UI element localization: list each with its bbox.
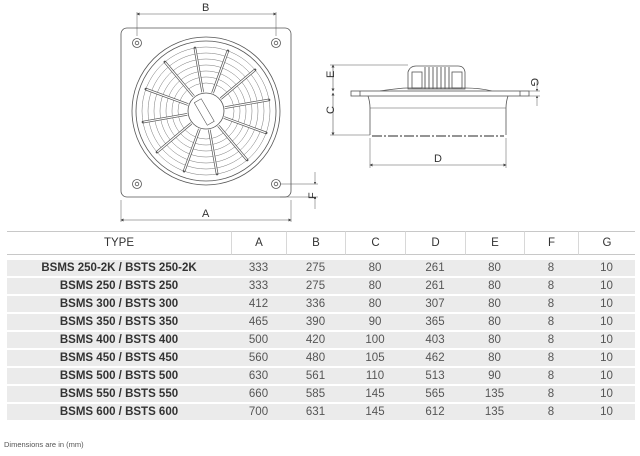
cell-type: BSMS 500 / BSTS 500 xyxy=(7,368,231,386)
units-footnote: Dimensions are in (mm) xyxy=(4,440,84,449)
cell-g: 10 xyxy=(578,368,635,386)
cell-d: 612 xyxy=(405,404,465,422)
cell-d: 403 xyxy=(405,332,465,350)
cell-c: 100 xyxy=(345,332,405,350)
cell-b: 480 xyxy=(286,350,345,368)
cell-f: 8 xyxy=(524,332,578,350)
cell-a: 560 xyxy=(231,350,286,368)
dimension-label-a: A xyxy=(202,208,210,220)
cell-f: 8 xyxy=(524,368,578,386)
cell-c: 110 xyxy=(345,368,405,386)
cell-f: 8 xyxy=(524,314,578,332)
cell-c: 80 xyxy=(345,260,405,278)
cell-type: BSMS 450 / BSTS 450 xyxy=(7,350,231,368)
cell-d: 565 xyxy=(405,386,465,404)
cell-a: 333 xyxy=(231,260,286,278)
table-row xyxy=(7,350,635,368)
cell-a: 333 xyxy=(231,278,286,296)
duct-body xyxy=(368,96,508,135)
dimension-label-c: C xyxy=(325,106,337,114)
dimension-label-d: D xyxy=(434,153,442,165)
cell-b: 631 xyxy=(286,404,345,422)
table-header-row xyxy=(7,231,635,255)
dimension-label-g: G xyxy=(528,78,540,87)
cell-e: 80 xyxy=(465,278,524,296)
table-row xyxy=(7,314,635,332)
cell-f: 8 xyxy=(524,260,578,278)
cell-g: 10 xyxy=(578,350,635,368)
cell-a: 700 xyxy=(231,404,286,422)
cell-b: 390 xyxy=(286,314,345,332)
cell-g: 10 xyxy=(578,332,635,350)
cell-d: 307 xyxy=(405,296,465,314)
column-header-e: E xyxy=(465,231,524,255)
cell-g: 10 xyxy=(578,278,635,296)
cell-e: 90 xyxy=(465,368,524,386)
cell-b: 585 xyxy=(286,386,345,404)
cell-type: BSMS 300 / BSTS 300 xyxy=(7,296,231,314)
column-header-d: D xyxy=(405,231,465,255)
cell-g: 10 xyxy=(578,260,635,278)
table-row xyxy=(7,296,635,314)
dimension-label-e: E xyxy=(325,70,337,78)
cell-b: 275 xyxy=(286,278,345,296)
cell-c: 145 xyxy=(345,404,405,422)
cell-f: 8 xyxy=(524,350,578,368)
cell-b: 336 xyxy=(286,296,345,314)
cell-e: 135 xyxy=(465,386,524,404)
cell-g: 10 xyxy=(578,314,635,332)
fan-hub xyxy=(188,93,224,129)
cell-e: 80 xyxy=(465,314,524,332)
dimension-label-b: B xyxy=(202,2,210,14)
cell-type: BSMS 250 / BSTS 250 xyxy=(7,278,231,296)
column-header-f: F xyxy=(524,231,578,255)
cell-f: 8 xyxy=(524,404,578,422)
table-row xyxy=(7,368,635,386)
cell-type: BSMS 250-2K / BSTS 250-2K xyxy=(7,260,231,278)
cell-e: 80 xyxy=(465,260,524,278)
cell-a: 660 xyxy=(231,386,286,404)
table-row xyxy=(7,260,635,278)
cell-d: 261 xyxy=(405,278,465,296)
cell-b: 275 xyxy=(286,260,345,278)
cell-c: 145 xyxy=(345,386,405,404)
column-header-a: A xyxy=(231,231,286,255)
cell-e: 80 xyxy=(465,332,524,350)
cell-c: 80 xyxy=(345,296,405,314)
front-view xyxy=(121,12,318,222)
column-header-c: C xyxy=(345,231,405,255)
cell-d: 261 xyxy=(405,260,465,278)
dimension-label-f: F xyxy=(307,192,319,199)
cell-a: 465 xyxy=(231,314,286,332)
cell-a: 500 xyxy=(231,332,286,350)
column-header-type: TYPE xyxy=(7,231,231,255)
cell-f: 8 xyxy=(524,278,578,296)
cell-b: 561 xyxy=(286,368,345,386)
cell-e: 80 xyxy=(465,350,524,368)
column-header-g: G xyxy=(578,231,635,255)
cell-d: 365 xyxy=(405,314,465,332)
flange-plate xyxy=(351,91,529,96)
cell-g: 10 xyxy=(578,386,635,404)
cell-g: 10 xyxy=(578,404,635,422)
cell-a: 630 xyxy=(231,368,286,386)
dimensions-table xyxy=(7,231,635,422)
cell-type: BSMS 550 / BSTS 550 xyxy=(7,386,231,404)
cell-f: 8 xyxy=(524,386,578,404)
table-row xyxy=(7,332,635,350)
column-header-b: B xyxy=(286,231,345,255)
cell-c: 90 xyxy=(345,314,405,332)
cell-d: 462 xyxy=(405,350,465,368)
cell-e: 80 xyxy=(465,296,524,314)
cell-type: BSMS 400 / BSTS 400 xyxy=(7,332,231,350)
table-row xyxy=(7,404,635,422)
cell-d: 513 xyxy=(405,368,465,386)
motor-body xyxy=(408,66,465,89)
cell-type: BSMS 600 / BSTS 600 xyxy=(7,404,231,422)
cell-e: 135 xyxy=(465,404,524,422)
cell-type: BSMS 350 / BSTS 350 xyxy=(7,314,231,332)
table-row xyxy=(7,386,635,404)
cell-c: 80 xyxy=(345,278,405,296)
cell-b: 420 xyxy=(286,332,345,350)
table-row xyxy=(7,278,635,296)
cell-g: 10 xyxy=(578,296,635,314)
cell-c: 105 xyxy=(345,350,405,368)
cell-a: 412 xyxy=(231,296,286,314)
cell-f: 8 xyxy=(524,296,578,314)
